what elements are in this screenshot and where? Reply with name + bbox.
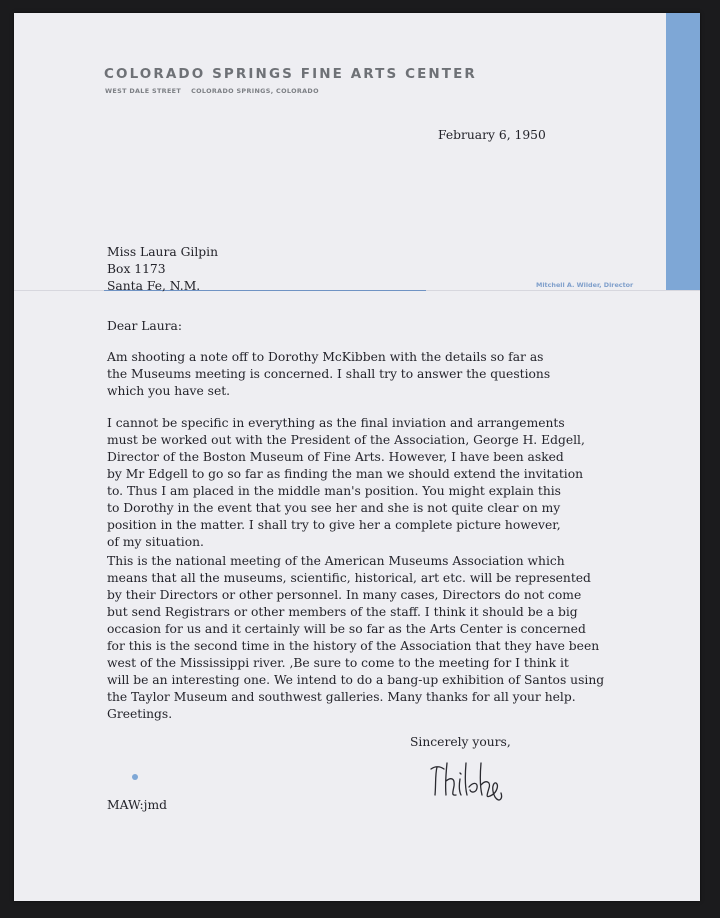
body-line: by their Directors or other personnel. In many cases, Directors do not come [107,588,582,602]
letterhead-title: COLORADO SPRINGS FINE ARTS CENTER [104,66,477,82]
reference-initials: MAW:jmd [107,798,168,812]
body-line: of my situation. [107,535,204,549]
body-line: must be worked out with the President of the Association, George H. Edgell, [107,433,585,447]
body-line: I cannot be specific in everything as the final inviation and arrangements [107,416,565,430]
body-line: the Museums meeting is concerned. I shall try to answer the questions [107,367,551,381]
handwritten-signature [429,755,524,801]
body-line: position in the matter. I shall try to give her a complete picture however, [107,518,561,532]
body-paragraph-1 [107,349,550,400]
letter-date: February 6, 1950 [438,128,546,142]
body-paragraph-2 [107,415,585,551]
greeting: Greetings. [107,707,173,721]
body-line: will be an interesting one. We intend to do a bang-up exhibition of Santos using [107,673,605,687]
blue-dot-mark [132,774,138,780]
recipient-name: Miss Laura Gilpin [107,245,219,259]
closing: Sincerely yours, [410,735,511,749]
body-line: by Mr Edgell to go so far as finding the man we should extend the invitation [107,467,584,481]
letter-page [14,13,700,901]
recipient-box: Box 1173 [107,262,166,276]
body-line: occasion for us and it certainly will be so far as the Arts Center is concerned [107,622,586,636]
salutation: Dear Laura: [107,319,183,333]
body-paragraph-3 [107,553,604,706]
body-line: the Taylor Museum and southwest galleries. Many thanks for all your help. [107,690,576,704]
recipient-city: Santa Fe, N.M. [107,279,201,293]
letterhead-city: COLORADO SPRINGS, COLORADO [191,87,319,95]
body-line: This is the national meeting of the American Museums Association which [107,554,565,568]
letterhead-street: WEST DALE STREET [105,87,182,95]
letterhead-director: Mitchell A. Wilder, Director [536,281,634,289]
body-line: to Dorothy in the event that you see her and she is not quite clear on my [107,501,561,515]
body-line: for this is the second time in the history of the Association that they have been [107,639,600,653]
letterhead-color-band [666,13,700,290]
body-line: west of the Mississippi river. ,Be sure to come to the meeting for I think it [107,656,569,670]
letterhead-address [105,87,319,95]
body-line: to. Thus I am placed in the middle man's position. You might explain this [107,484,561,498]
body-line: Am shooting a note off to Dorothy McKibben with the details so far as [107,350,544,364]
body-line: which you have set. [107,384,231,398]
recipient-address [107,244,218,295]
body-line: but send Registrars or other members of the staff. I think it should be a big [107,605,578,619]
body-line: means that all the museums, scientific, historical, art etc. will be represented [107,571,591,585]
body-line: Director of the Boston Museum of Fine Arts. However, I have been asked [107,450,564,464]
